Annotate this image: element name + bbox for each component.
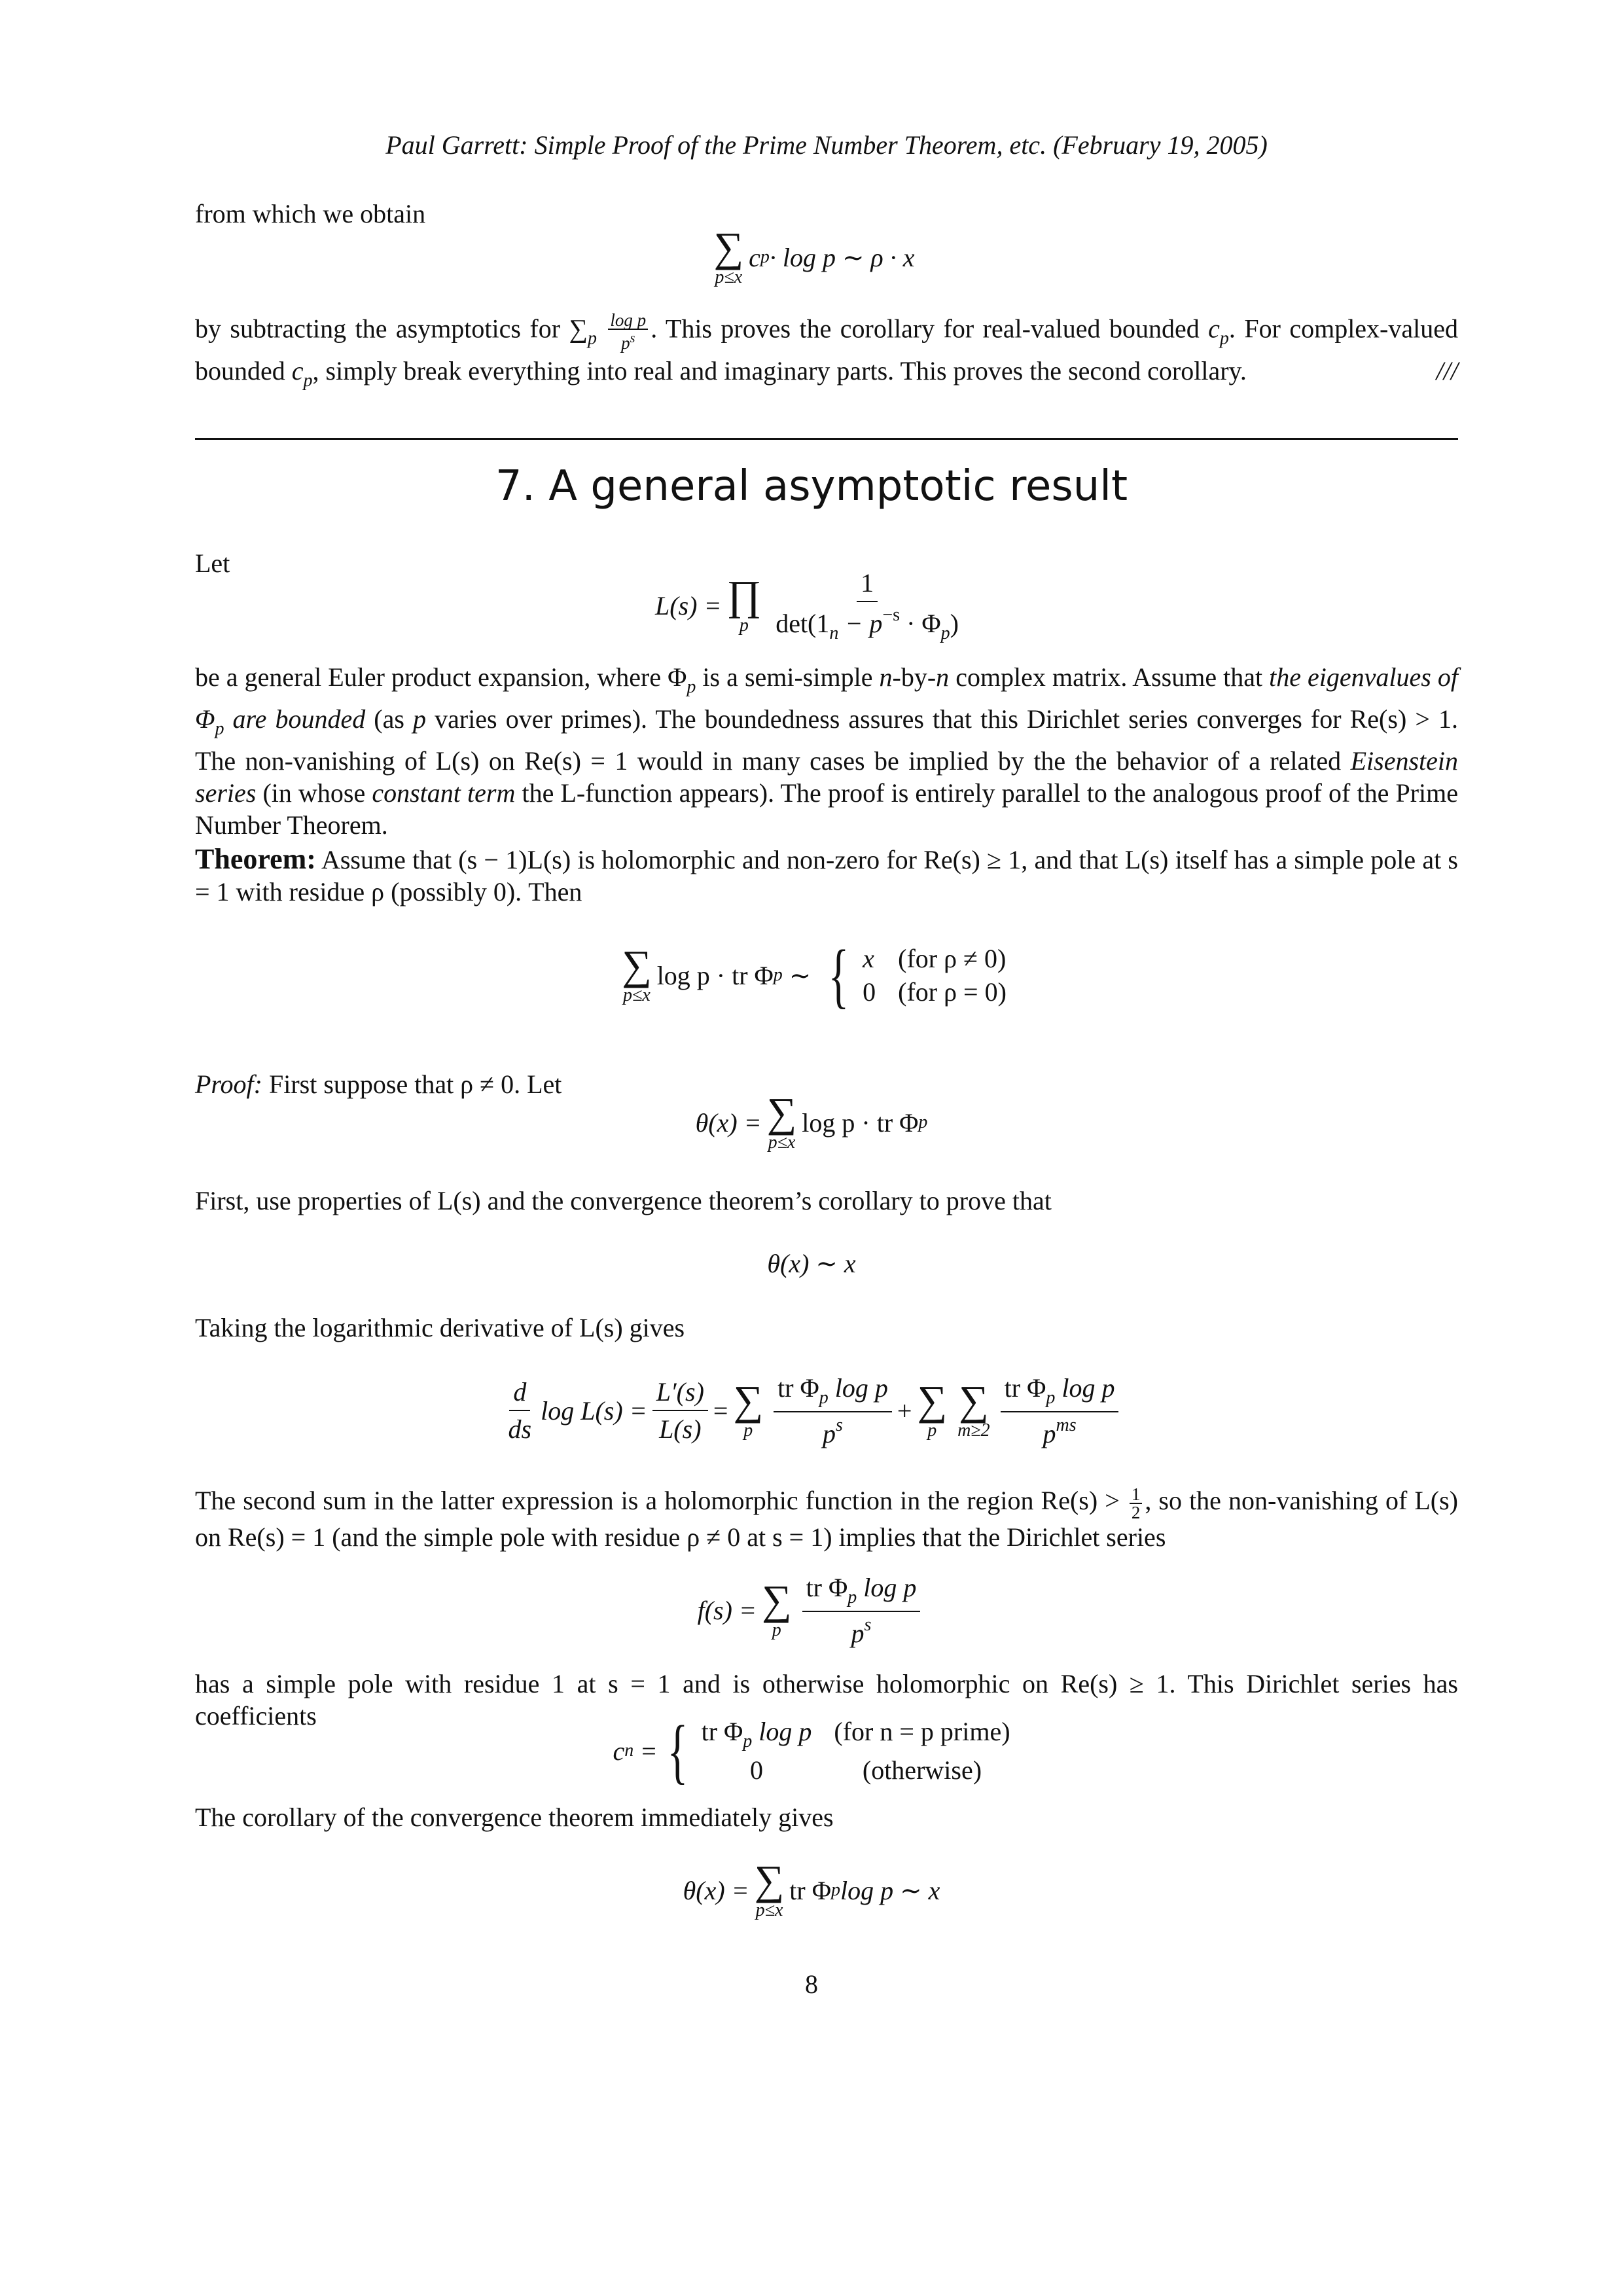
sum-operator: ∑ p (917, 1377, 948, 1441)
proof-label: Proof: (195, 1069, 262, 1099)
section-rule (195, 438, 1458, 440)
section-title: 7. A general asymptotic result (495, 462, 1128, 511)
let-text: Let (195, 548, 230, 578)
paragraph-corollary: The corollary of the convergence theorem immediately gives (195, 1803, 834, 1832)
paragraph-log-derivative: Taking the logarithmic derivative of L(s) gives (195, 1313, 685, 1342)
sum-operator: ∑ p≤x (754, 1857, 785, 1920)
paragraph-simple-pole: has a simple pole with residue 1 at s = 1 and is otherwise holomorphic on Re(s) ≥ 1. This Dirichlet series has coefficients (195, 1669, 1458, 1731)
equation-f-def: f(s) = ∑ p $\frac{tr \Phi_p \log p}{p^s}$ (0, 1564, 1623, 1656)
inline-fraction-half: $\frac{1}{2}$ (1130, 1486, 1143, 1521)
equation-sum-cp: ∑ p≤x c p · log p ∼ ρ · x (713, 224, 915, 287)
product-operator: ∏ p (726, 572, 762, 636)
equation-theorem: ∑ p≤x log p · tr Φ p ∼ { x (for ρ ≠ 0) 0 (for ρ = 0) (622, 935, 1007, 1015)
equation-cn: c n = { tr $\Phi_p$ log p (for n = p prime) 0 (otherwise) (613, 1711, 1010, 1791)
left-brace: { (828, 935, 849, 1015)
sum-operator: ∑ p (733, 1377, 764, 1441)
paragraph-euler-product: be a general Euler product expansion, where $\Phi_p$ is a semi-simple n-by-n complex matrix. Assume that the eigenvalues of $\Phi_p$ are bounded (as p varies over primes). The boundedness assures that this Dirichlet series converges for Re(s) > 1. The non-vanishing of L(s) on Re(s) = 1 would in many cases be implied by the the behavior of a related Eisenstein series (in whose constant term the L-function appears). The proof is entirely parallel to the analogous proof of the Prime Number Theorem. (195, 662, 1459, 840)
equation-final: θ(x) = ∑ p≤x tr Φ p log p ∼ x (683, 1857, 940, 1920)
cases-block: x (for ρ ≠ 0) 0 (for ρ = 0) (863, 944, 1007, 1007)
intro-lead: from which we obtain (195, 199, 426, 228)
sum-operator: ∑ p (761, 1577, 792, 1640)
paragraph-prove-that: First, use properties of L(s) and the convergence theorem’s corollary to prove that (195, 1186, 1052, 1215)
paragraph-subtracting: by subtracting the asymptotics for $\sum_p$ $\frac{\text{log p}}{p^s}$ . This proves the corollary for real-valued bounded $c_p$. For complex-valued bounded $c_p$, simply break everything into real and imaginary parts. This proves the second corollary. /// (195, 310, 1458, 391)
paragraph-second-sum: The second sum in the latter expression is a holomorphic function in the region Re(s) > $\frac{1}{2}$ , so the non-vanishing of L(s) on Re(s) = 1 (and the simple pole with residue ρ ≠ 0 at s = 1) implies that the Dirichlet series (195, 1484, 1458, 1552)
cases-block: tr $\Phi_p$ log p (for n = p prime) 0 (otherwise) (701, 1717, 1010, 1785)
theorem-statement: Theorem: Assume that (s − 1)L(s) is holomorphic and non-zero for Re(s) ≥ 1, and that L(s) itself has a simple pole at s = 1 with residue ρ (possibly 0). Then (195, 843, 1458, 906)
sum-operator: ∑ m≥2 (957, 1377, 990, 1441)
sum-operator: ∑ p≤x (622, 942, 652, 1005)
sum-operator: ∑ p≤x (713, 224, 744, 287)
qed-mark: /// (1436, 355, 1458, 386)
euler-fraction: $\frac{1}{\det(1_n - p^{-s} \cdot \Phi_p)}$ (776, 567, 959, 643)
page-number: 8 (805, 1969, 818, 1999)
sum-operator: ∑ p≤x (766, 1089, 797, 1153)
left-brace: { (667, 1711, 688, 1791)
equation-euler-product: L(s) = ∏ p $\frac{1}{\det(1_n - p^{-s} \cdot \Phi_p)}$ (0, 563, 1623, 648)
equation-log-derivative: $\frac{d}{ds}$ log L(s) = $\frac{L'(s)}{L(s)}$ = ∑ p $\frac{tr \Phi_p \log p}{p^s}$ + ∑ p ∑ m≥2 $\frac{tr \Phi_p \log p}{p^{ms}}$ (0, 1361, 1623, 1460)
running-header: Paul Garrett: Simple Proof of the Prime Number Theorem, etc. (February 19, 2005) (385, 130, 1268, 160)
proof-start: Proof: First suppose that ρ ≠ 0. Let (195, 1069, 562, 1099)
equation-theta-def: θ(x) = ∑ p≤x log p · tr Φ p (695, 1089, 928, 1153)
inline-fraction-logp: $\frac{\text{log p}}{p^s}$ (608, 312, 648, 351)
equation-theta-sim: θ(x) ∼ x (767, 1248, 856, 1278)
theorem-label: Theorem: (195, 843, 316, 875)
